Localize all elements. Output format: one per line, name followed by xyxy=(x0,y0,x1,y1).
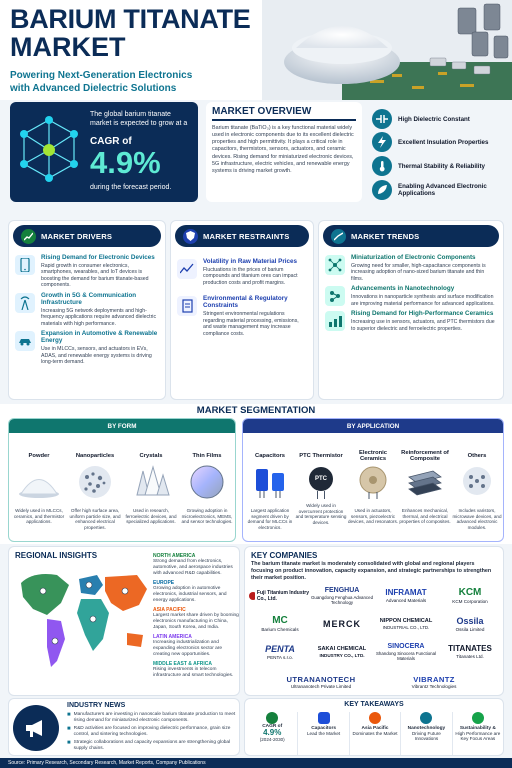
application-text: Enhances mechanical, thermal, and electrical properties of composites. xyxy=(399,508,451,525)
company-name: Guangdong Fenghua Advanced Technology xyxy=(311,594,374,606)
leaf-icon xyxy=(472,712,484,724)
restraints-section xyxy=(170,220,314,400)
restraint-heading: Volatility in Raw Material Prices xyxy=(203,258,298,265)
news-text: Manufacturers are investing in nanoscale barium titanate production to meet rising demand for miniaturized electronic components. xyxy=(73,712,236,723)
restraints-title: MARKET RESTRAINTS xyxy=(203,231,290,241)
megaphone-icon xyxy=(13,705,59,751)
trend-text: Increasing use in sensors, actuators, and PTC thermistors due to superior dielectric and ferroelectric properties. xyxy=(351,319,495,332)
news-item: ■ R&D activities are focused on improving dielectric performance, grain size control, and sintering technologies. xyxy=(67,726,237,738)
trend-heading: Advancements in Nanotechnology xyxy=(351,285,455,293)
form-label: Crystals xyxy=(139,452,163,459)
company-nippon-chemical xyxy=(373,611,439,637)
capacitor-icon xyxy=(372,109,392,129)
drivers-title: MARKET DRIVERS xyxy=(41,231,113,241)
company-titanates xyxy=(439,639,501,665)
region-name: NORTH AMERICA xyxy=(153,553,196,559)
segmentation-section xyxy=(0,404,512,544)
feature-item xyxy=(372,178,508,202)
shield-icon xyxy=(183,229,198,244)
takeaway-item xyxy=(452,712,503,756)
takeaways-section xyxy=(244,698,504,756)
takeaway-top: CAGR of xyxy=(262,724,283,729)
takeaway-top: Asia Pacific xyxy=(361,726,389,731)
map-north-america xyxy=(21,574,69,615)
capacitor-icon xyxy=(318,712,330,724)
region-name: MIDDLE EAST & AFRICA xyxy=(153,660,212,667)
list-item xyxy=(325,311,497,332)
company-kcm xyxy=(439,583,501,609)
form-thin-films xyxy=(179,447,235,525)
cagr-value: 4.9% xyxy=(90,145,161,180)
news-list xyxy=(67,712,237,752)
footer-source: Source: Primary Research, Secondary Research, Market Reports, Company Publications xyxy=(0,758,512,768)
smartphone-icon xyxy=(15,255,35,275)
thermometer-icon xyxy=(372,156,392,176)
takeaway-bottom: High Performance are Key Focus Areas xyxy=(455,731,501,741)
cagr-box xyxy=(10,102,198,202)
feature-item xyxy=(372,108,508,130)
trend-heading: Miniaturization of Electronic Components xyxy=(351,254,476,261)
chart-up-icon xyxy=(21,229,36,244)
list-item xyxy=(177,259,307,286)
news-text: Strategic collaborations and capacity expansions are strengthening global supply chains. xyxy=(73,739,231,751)
company-inframat xyxy=(373,583,439,609)
form-text: Growing adoption in microelectronics, MEMS, and sensor technologies. xyxy=(181,508,233,525)
company-brand: VIBRANTZ xyxy=(413,674,455,684)
takeaway-item xyxy=(247,712,297,756)
region-item xyxy=(153,607,239,631)
application-label: Reinforcement of Composite xyxy=(401,449,449,462)
company-brand: KCM xyxy=(458,587,482,599)
news-title: INDUSTRY NEWS xyxy=(67,702,126,709)
overview-section xyxy=(206,102,362,202)
company-name: Barium Chemicals xyxy=(261,627,299,633)
crystal-lattice-icon xyxy=(14,110,84,194)
header xyxy=(0,0,512,100)
company-name: Fuji Titanium Industry Co., Ltd. xyxy=(256,590,310,602)
company-logo-grid xyxy=(249,583,501,695)
by-application-header: BY APPLICATION xyxy=(243,419,503,433)
company-brand: SAKAI CHEMICAL xyxy=(317,645,367,652)
news-text: R&D activities are focused on improving dielectric performance, grain size control, and sintering technologies. xyxy=(73,725,231,737)
driver-text: Increasing 5G network deployments and high-frequency applications require advanced dielectric materials with high performance. xyxy=(41,307,157,327)
takeaway-bottom: (2024-2030) xyxy=(259,737,285,742)
application-text: Includes varistors, microwave devices, and advanced electronic modules. xyxy=(452,508,502,531)
driver-text: Rapid growth in consumer electronics, smartphones, wearables, and IoT devices is boosting the demand for barium titanate-based components. xyxy=(41,262,149,289)
companies-intro: The barium titanate market is moderately consolidated with global and regional players focusing on product innovation, capacity expansion, and strategic partnerships to strengthen their market position. xyxy=(251,561,492,582)
company-brand: MERCK xyxy=(323,618,361,629)
company-brand: SINOCERA xyxy=(387,642,425,650)
form-text: Offer high surface area, uniform particle size, and enhanced electrical properties. xyxy=(69,508,121,531)
takeaway-item xyxy=(297,712,348,756)
region-name: EUROPE xyxy=(153,579,175,586)
composite-sheets-icon xyxy=(403,465,447,499)
lightning-icon xyxy=(372,132,392,152)
application-ptc-thermistor xyxy=(295,447,347,526)
ptc-thermistor-icon xyxy=(299,465,343,499)
globe-icon xyxy=(369,712,381,724)
company-fenghua xyxy=(311,583,373,609)
companies-section xyxy=(244,546,504,696)
cagr-label: CAGR of xyxy=(90,136,132,147)
feature-label: Excellent Insulation Properties xyxy=(398,138,489,146)
company-merck xyxy=(311,611,373,637)
company-sinocera xyxy=(373,639,439,665)
regional-title: REGIONAL INSIGHTS xyxy=(15,551,98,560)
driver-heading: Growth in 5G & Communication Infrastructure xyxy=(41,291,137,306)
region-text: Rising investments in telecom infrastructure and smart technologies. xyxy=(153,666,234,678)
takeaways-list xyxy=(247,712,503,756)
company-vibrantz xyxy=(389,669,479,695)
company-ossila xyxy=(439,611,501,637)
application-capacitors xyxy=(245,447,295,531)
company-name: Ultrananotech Private Limited xyxy=(290,683,352,689)
atom-icon xyxy=(420,712,432,724)
region-text: Largest market share driven by booming electronics manufacturing in China, Japan, South Korea, and India. xyxy=(153,612,239,630)
trends-section xyxy=(318,220,504,400)
form-powder xyxy=(11,447,67,525)
feature-label: Enabling Advanced Electronic Applications xyxy=(398,183,487,197)
list-item xyxy=(15,331,159,365)
application-label: PTC Thermistor xyxy=(299,452,343,459)
region-item xyxy=(153,580,239,604)
trend-heading: Rising Demand for High-Performance Ceramics xyxy=(351,310,494,318)
company-name: PENTA s.r.o. xyxy=(267,654,293,660)
trend-text: Growing need for smaller, high-capacitance components is increasing adoption of nano-sized barium titanate and thin films. xyxy=(351,262,486,282)
map-asia-pacific xyxy=(105,575,147,647)
company-fuji-titanium xyxy=(249,583,311,609)
takeaway-top: Capacitors xyxy=(311,726,336,731)
application-electronic-ceramics xyxy=(347,447,399,525)
companies-title: KEY COMPANIES xyxy=(251,551,318,560)
form-nanoparticles xyxy=(67,447,123,531)
restraint-text: Fluctuations in the prices of barium compounds and titanium ores can impact production costs and profit margins. xyxy=(203,266,298,286)
growth-icon xyxy=(266,712,278,724)
map-middle-east-africa xyxy=(77,599,109,651)
subtitle-line-2: with Advanced Dielectric Solutions xyxy=(10,83,177,94)
takeaways-title: KEY TAKEAWAYS xyxy=(344,701,404,708)
form-text: Used in research, ferroelectric devices, and specialized applications. xyxy=(125,508,177,525)
company-barium-chemicals xyxy=(249,611,311,637)
region-item xyxy=(153,553,239,577)
company-name: Titanates Ltd. xyxy=(456,654,484,660)
segment-by-form xyxy=(8,418,236,542)
application-label: Others xyxy=(467,452,487,459)
drivers-list xyxy=(9,251,165,374)
region-name: ASIA PACIFIC xyxy=(153,606,186,613)
trends-list xyxy=(319,251,503,340)
cagr-intro: The global barium titanate market is expected to grow at a xyxy=(90,111,188,128)
takeaway-item xyxy=(400,712,451,756)
application-text: Largest application segment driven by demand for MLCCs in electronics. xyxy=(247,508,293,531)
crystals-icon xyxy=(129,465,173,499)
electronic-module-icon xyxy=(455,465,499,499)
company-name: Advanced Materials xyxy=(385,598,427,604)
takeaway-bottom: Dominates the Market xyxy=(352,731,398,736)
takeaway-bottom: Lead the Market xyxy=(307,731,341,736)
capacitors-icon xyxy=(248,465,292,499)
application-label: Capacitors xyxy=(255,452,285,459)
company-name: Vibrantz Technologies xyxy=(411,683,457,689)
feature-list xyxy=(372,108,508,204)
list-item xyxy=(177,296,307,337)
company-sakai-chemical xyxy=(311,639,373,665)
leaf-icon xyxy=(372,180,392,200)
restraints-header xyxy=(175,225,309,247)
by-form-header: BY FORM xyxy=(9,419,235,433)
news-item: ■ Strategic collaborations and capacity expansions are strengthening global supply chains. xyxy=(67,740,237,752)
title-line-2: MARKET xyxy=(10,32,126,62)
ceramic-disc-icon xyxy=(351,465,395,499)
application-label: Electronic Ceramics xyxy=(358,449,388,462)
form-label: Powder xyxy=(28,452,50,459)
molecule-icon xyxy=(325,286,345,306)
trends-title: MARKET TRENDS xyxy=(351,231,420,241)
form-label: Nanoparticles xyxy=(75,452,115,459)
bar-chart-icon xyxy=(325,311,345,331)
takeaway-item xyxy=(349,712,400,756)
trends-header xyxy=(323,225,499,247)
trend-arrow-icon xyxy=(331,229,346,244)
region-text: Increasing industrialization and expanding electronics sector are creating new opportunities. xyxy=(153,639,223,657)
company-ultrananotech xyxy=(271,669,371,695)
restraints-list xyxy=(171,251,313,349)
wafer-icon xyxy=(185,465,229,499)
nanoparticles-icon xyxy=(73,465,117,499)
form-text: Widely used in MLCCs, ceramics, and thermistor applications. xyxy=(13,508,65,525)
takeaway-top: Nanotechnology xyxy=(407,726,446,731)
feature-item xyxy=(372,130,508,154)
application-others xyxy=(451,447,503,531)
drivers-section xyxy=(8,220,166,400)
ptc-badge: PTC xyxy=(309,467,333,491)
list-item xyxy=(325,286,497,307)
fuji-logo-icon xyxy=(249,592,255,600)
company-brand: FENGHUA xyxy=(324,586,360,594)
company-name: INDUSTRY CO., LTD. xyxy=(319,652,365,658)
region-list xyxy=(153,553,239,679)
application-text: Used in actuators, sensors, piezoelectric devices, and resonators. xyxy=(347,508,399,525)
world-map xyxy=(13,563,151,691)
network-icon xyxy=(325,255,345,275)
list-item xyxy=(15,293,159,327)
company-brand: PENTA xyxy=(265,643,295,654)
trend-text: Innovations in nanoparticle synthesis and surface modification are improving material performance for advanced applications. xyxy=(351,294,495,307)
region-item xyxy=(153,634,239,658)
news-item: ■ Manufacturers are investing in nanoscale barium titanate production to meet rising demand for miniaturized electronic components. xyxy=(67,712,236,723)
cagr-outro: during the forecast period. xyxy=(90,184,172,191)
list-item xyxy=(15,255,159,289)
regional-section xyxy=(8,546,240,696)
driver-heading: Expansion in Automotive & Renewable Energy xyxy=(41,330,158,345)
news-section xyxy=(8,698,240,756)
driver-text: Use in MLCCs, sensors, and actuators in EVs, ADAS, and renewable energy systems is driving long-term demand. xyxy=(41,346,152,366)
drivers-header xyxy=(13,225,161,247)
form-label: Thin Films xyxy=(192,452,222,459)
document-icon xyxy=(177,296,197,316)
company-brand: TITANATES xyxy=(448,644,492,654)
powder-and-components-illustration xyxy=(262,0,512,100)
company-name: INDUSTRIAL CO., LTD. xyxy=(382,624,430,630)
region-text: Growing adoption in automotive electronics, industrial sensors, and energy applications. xyxy=(153,585,227,603)
application-reinforcement xyxy=(399,447,451,525)
company-brand: MC xyxy=(272,615,288,627)
region-name: LATIN AMERICA xyxy=(153,633,192,640)
form-crystals xyxy=(123,447,179,525)
feature-label: Thermal Stability & Reliability xyxy=(398,162,485,170)
application-text: Widely used in overcurrent protection and temperature sensing devices. xyxy=(295,503,347,526)
list-item xyxy=(325,255,497,282)
car-icon xyxy=(15,331,35,351)
driver-heading: Rising Demand for Electronic Devices xyxy=(41,254,155,261)
overview-title: MARKET OVERVIEW xyxy=(212,106,312,117)
segment-by-application xyxy=(242,418,504,542)
takeaway-bottom: Driving Future Innovations xyxy=(411,731,441,741)
company-brand: Ossila xyxy=(456,615,484,626)
antenna-tower-icon xyxy=(15,293,35,313)
overview-text: Barium titanate (BaTiO₃) is a key functional material widely used in electronic components due to its excellent dielectric properties and high permittivity. It plays a critical role in capacitors, thermistors, sensors, actuators, and ceramic devices. Rising demand for miniaturized electronic devices, 5G infrastructure, electric vehicles, and renewable energy systems is driving market growth. xyxy=(212,124,354,175)
company-name: Shandong Sinocera Functional Materials xyxy=(375,650,437,662)
company-penta xyxy=(249,639,311,665)
title-line-1: BARIUM TITANATE xyxy=(10,4,251,34)
powder-pile-icon xyxy=(17,465,61,499)
restraint-heading: Environmental & Regulatory Constraints xyxy=(203,295,288,310)
segmentation-title: MARKET SEGMENTATION xyxy=(196,405,316,416)
subtitle-line-1: Powering Next-Generation Electronics xyxy=(10,70,193,81)
region-text: Strong demand from electronics, automotive, and aerospace industries with advanced R&D capabilities. xyxy=(153,559,233,576)
company-name: KCM Corporation xyxy=(452,599,488,605)
takeaway-value: 4.9% xyxy=(263,728,282,737)
company-brand: UTRANANOTECH xyxy=(286,674,356,684)
company-name: Ossila Limited xyxy=(455,626,485,632)
feature-item xyxy=(372,154,508,178)
restraint-text: Stringent environmental regulations regarding material processing, emissions, and waste management may increase compliance costs. xyxy=(203,311,299,337)
region-item xyxy=(153,661,239,679)
price-chart-icon xyxy=(177,259,197,279)
company-brand: NIPPON CHEMICAL xyxy=(379,618,433,624)
feature-label: High Dielectric Constant xyxy=(398,115,470,123)
takeaway-top: Sustainability & xyxy=(459,726,496,731)
company-brand: INFRAMAT xyxy=(385,588,427,598)
